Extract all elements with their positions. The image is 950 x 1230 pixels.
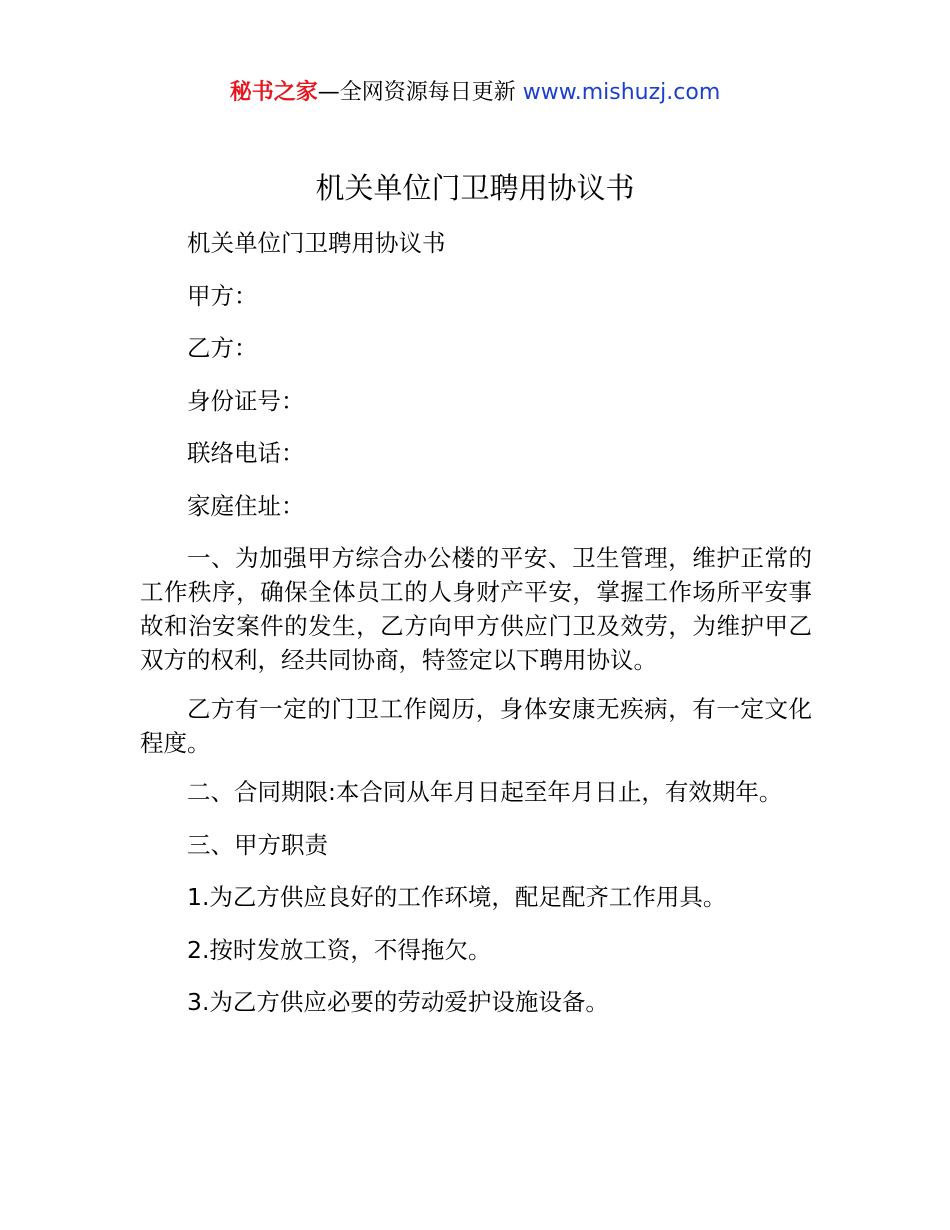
paragraph-id-number: 身份证号：	[187, 386, 305, 415]
site-header	[0, 78, 950, 108]
paragraph-clause-2: 二、合同期限:本合同从年月日起至年月日止，有效期年。	[187, 778, 783, 806]
paragraph-duty-2: 2.按时发放工资，不得拖欠。	[187, 935, 492, 964]
paragraph-duty-1: 1.为乙方供应良好的工作环境，配足配齐工作用具。	[187, 883, 727, 911]
document-title: 机关单位门卫聘用协议书	[315, 171, 635, 205]
paragraph-qualification: 乙方有一定的门卫工作阅历，身体安康无疾病，有一定文化程度。	[140, 695, 812, 757]
paragraph-party-a: 甲方：	[187, 281, 258, 310]
header-tagline: —全网资源每日更新	[317, 80, 523, 105]
brand-name: 秘书之家	[229, 80, 318, 105]
paragraph-phone: 联络电话：	[187, 439, 305, 467]
paragraph-clause-1: 一、为加强甲方综合办公楼的平安、卫生管理，维护正常的工作秩序，确保全体员工的人身财产平安，掌握工作场所平安事故和治安案件的发生，乙方向甲方供应门卫及效劳，为维护甲乙双方的权利，经共同协商，特签定以下聘用协议。	[140, 544, 812, 674]
paragraph-subtitle: 机关单位门卫聘用协议书	[187, 229, 446, 257]
paragraph-clause-3-heading: 三、甲方职责	[187, 830, 328, 859]
paragraph-address: 家庭住址：	[187, 491, 305, 520]
site-url: www.mishuzj.com	[522, 80, 721, 105]
paragraph-duty-3: 3.为乙方供应必要的劳动爱护设施设备。	[187, 988, 609, 1016]
paragraph-party-b: 乙方：	[187, 334, 258, 362]
document-body	[140, 226, 812, 1038]
